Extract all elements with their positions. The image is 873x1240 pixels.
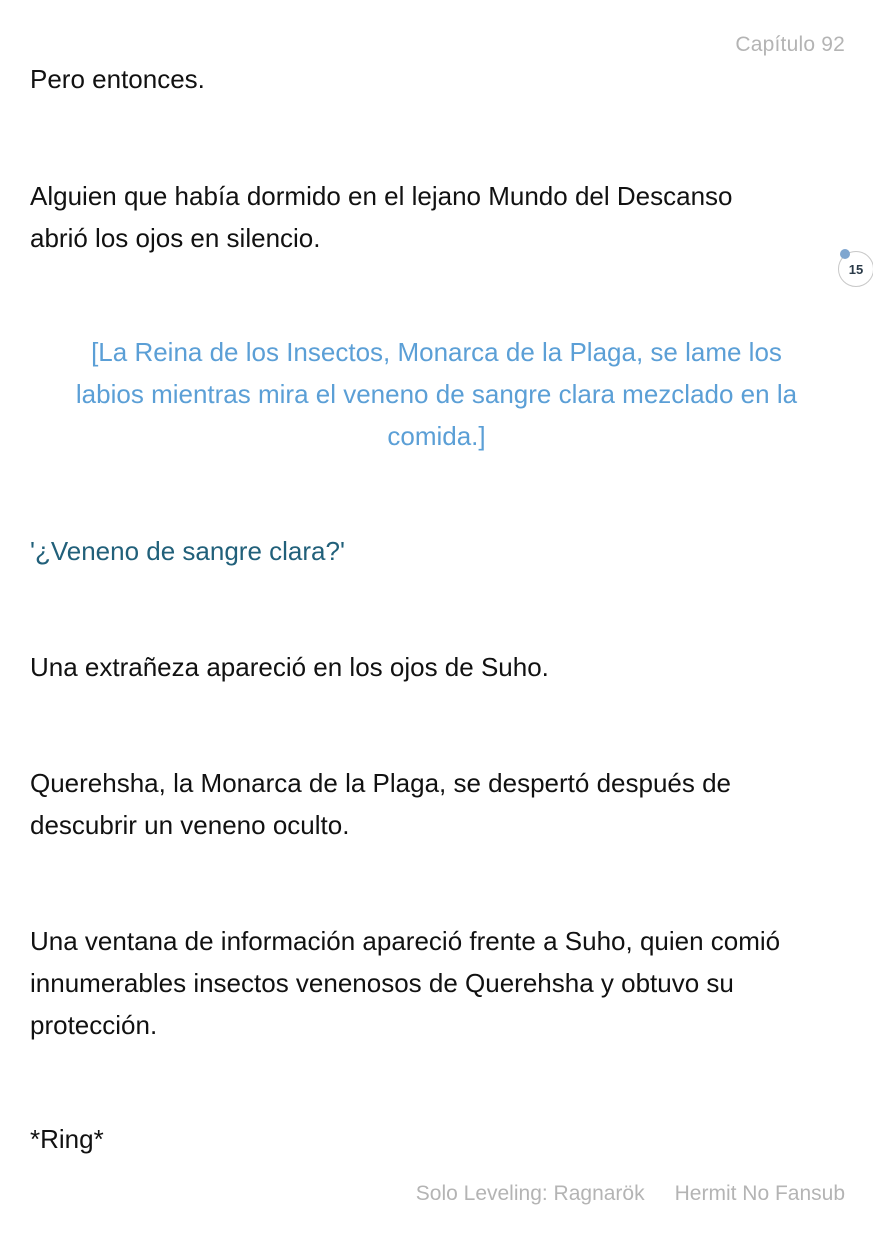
paragraph-line: *Ring*	[30, 1124, 104, 1154]
system-message-line: comida.]	[387, 421, 486, 451]
paragraph	[30, 646, 549, 688]
paragraph-line: Una extrañeza apareció en los ojos de Suho.	[30, 652, 549, 682]
paragraph-line: descubrir un veneno oculto.	[30, 810, 350, 840]
inner-thought-line: '¿Veneno de sangre clara?'	[30, 536, 345, 566]
paragraph	[30, 58, 205, 100]
paragraph-line: Pero entonces.	[30, 64, 205, 94]
inner-thought	[30, 530, 345, 572]
novel-title: Solo Leveling: Ragnarök	[415, 1182, 645, 1205]
paragraph-comment-count-button[interactable]: 15	[838, 251, 873, 287]
paragraph-line: Alguien que había dormido en el lejano Mundo del Descanso	[30, 181, 733, 211]
paragraph-line: Querehsha, la Monarca de la Plaga, se despertó después de	[30, 768, 732, 798]
footer	[416, 1182, 845, 1206]
translator-credit: Hermit No Fansub	[674, 1182, 845, 1205]
system-message-line: labios mientras mira el veneno de sangre clara mezclado en la	[75, 379, 798, 409]
system-message-line: [La Reina de los Insectos, Monarca de la Plaga, se lame los	[91, 337, 782, 367]
paragraph	[30, 920, 780, 1046]
chapter-label: Capítulo 92	[735, 33, 845, 56]
paragraph-line: innumerables insectos venenosos de Querehsha y obtuvo su	[30, 968, 734, 998]
paragraph-line: abrió los ojos en silencio.	[30, 223, 321, 253]
paragraph	[30, 762, 731, 846]
paragraph-line: Una ventana de información apareció frente a Suho, quien comió	[30, 926, 781, 956]
paragraph	[30, 175, 732, 259]
paragraph-line: protección.	[30, 1010, 158, 1040]
system-message	[30, 331, 843, 457]
paragraph	[30, 1118, 104, 1160]
comment-indicator-dot-icon	[840, 249, 850, 259]
